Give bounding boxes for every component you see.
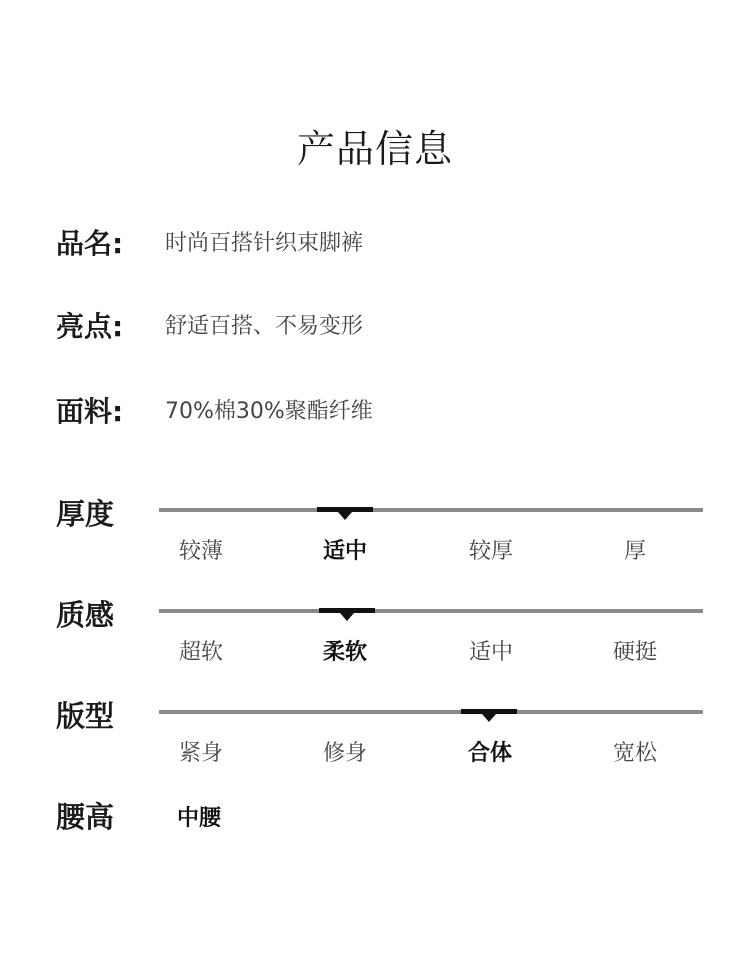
scale-label: 厚度 [56,497,115,531]
scale-option: 较薄 [178,539,223,564]
scale-option: 硬挺 [612,640,657,665]
scale-option-selected: 适中 [322,539,367,564]
info-value: 舒适百搭、不易变形 [165,314,364,339]
scale-fit [56,699,716,800]
scale-option: 适中 [468,640,513,665]
waist-label: 腰高 [56,800,115,834]
scale-marker [319,608,375,613]
waist-value: 中腰 [177,806,222,831]
scale-track [159,609,703,665]
scale-texture [56,598,716,699]
info-value: 时尚百搭针织束脚裤 [165,231,364,256]
scale-marker [461,709,517,714]
scale-option-selected: 柔软 [322,640,367,665]
scale-option: 宽松 [612,741,657,766]
scale-option: 较厚 [468,539,513,564]
scale-track [159,508,703,564]
scale-option: 超软 [178,640,223,665]
scale-label: 版型 [56,699,115,733]
scale-option-selected: 合体 [467,741,512,766]
scale-marker [317,507,373,512]
scale-thickness [56,497,716,598]
scale-option: 厚 [623,539,646,564]
scale-option: 紧身 [178,741,223,766]
page-title: 产品信息 [296,127,453,171]
scale-label: 质感 [56,598,115,632]
info-value: 70%棉30%聚酯纤维 [165,399,373,424]
info-label: 品名: [56,227,124,260]
info-label: 面料: [56,395,124,428]
info-label: 亮点: [56,310,124,343]
scale-track [159,710,703,766]
scale-option: 修身 [322,741,367,766]
